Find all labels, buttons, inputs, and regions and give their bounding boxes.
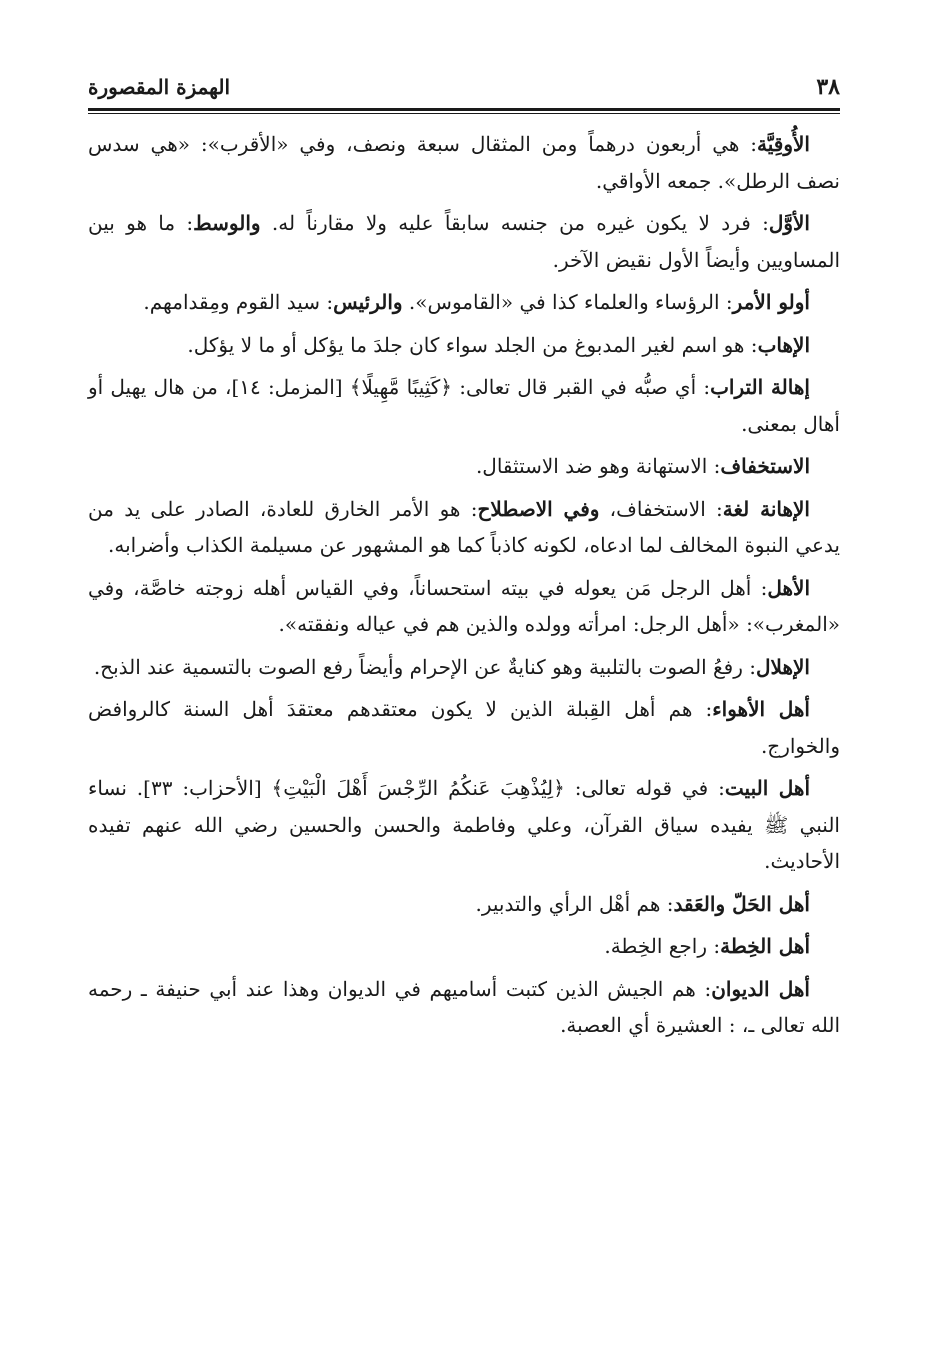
entry-separator: : [751, 575, 768, 600]
entry-separator: : [175, 211, 194, 235]
entry-separator: : [739, 132, 758, 156]
entry-separator: : [695, 976, 712, 1001]
entry-term: الأهل [767, 575, 810, 600]
header-rule-thick [88, 108, 840, 111]
glossary-entry [88, 369, 840, 442]
entry-separator: : [706, 934, 721, 958]
glossary-entry [88, 570, 840, 643]
entry-definition: أهل الرجل مَن يعوله في بيته استحساناً، وفي القياس أهله زوجته خاصَّة، وفي «المغرب»: «أهل الرجل: امرأته وولده والذين هم في عياله ونفقته». [88, 575, 840, 636]
entry-subterm: والرئيس [333, 290, 403, 314]
entry-definition: هم الجيش الذين كتبت أساميهم في الديوان وهذا عند أبي حنيفة ـ رحمه الله تعالى ـ، : العشيرة أي العصبة. [88, 976, 840, 1037]
glossary-entry [88, 126, 840, 199]
entry-separator: : [660, 891, 674, 916]
glossary-entry [88, 649, 840, 686]
entry-term: الاستخفاف [720, 454, 810, 478]
header-rule-thin [88, 113, 840, 114]
glossary-entry [88, 327, 840, 364]
entry-separator: : [719, 290, 733, 314]
entry-definition: فرد لا يكون غيره من جنسه سابقاً عليه ولا مقارناً له. [260, 211, 751, 235]
glossary-entry [88, 205, 840, 278]
glossary-entry [88, 284, 840, 321]
page-number: ٣٨ [816, 74, 840, 100]
entry-definition: الاستهانة وهو ضد الاستثقال. [475, 454, 708, 478]
glossary-entry [88, 928, 840, 965]
page-header [88, 70, 840, 104]
entry-definition: الرؤساء والعلماء كذا في «القاموس». [402, 290, 720, 314]
entry-term: أهل الخِطة [720, 934, 810, 958]
glossary-entry [88, 770, 840, 880]
entry-definition: هم أهْل الرأي والتدبير. [475, 891, 661, 916]
entry-separator: : [692, 697, 713, 721]
entry-term: الإهاب [757, 332, 810, 357]
entry-subdefinition: هو الأمر الخارق للعادة، الصادر على يد من يدعي النبوة المخالف لما ادعاه، لكونه كاذباً كما هو المشهور عن مسيلمة الكذاب وأضرابه. [88, 496, 840, 557]
entry-definition: رفعُ الصوت بالتلبية وهو كنايةٌ عن الإحرام وأيضاً رفع الصوت بالتسمية عند الذبح. [93, 654, 743, 679]
entry-separator: : [460, 496, 478, 521]
entry-subdefinition: سيد القوم ومِقدامهم. [143, 290, 321, 314]
entry-definition: هو اسم لغير المدبوغ من الجلد سواء كان جلدَ ما يؤكل أو ما لا يؤكل. [187, 332, 745, 357]
entry-definition: راجع الخِطة. [604, 934, 707, 958]
entry-term: أهل البيت [724, 776, 810, 800]
entry-subterm: وفي الاصطلاح [477, 496, 600, 521]
entry-term: أهل الديوان [711, 976, 810, 1001]
glossary-entry [88, 448, 840, 485]
entry-definition: الاستخفاف، [599, 496, 706, 521]
entry-term: الأوَّل [768, 211, 810, 235]
entry-term: أهل الحَلّ والعَقد [673, 891, 810, 916]
entry-separator: : [750, 211, 769, 235]
entry-definition: هي أربعون درهماً ومن المثقال سبعة ونصف، وفي «الأقرب»: «هي سدس نصف الرطل». جمعه الأواقي. [88, 132, 840, 193]
entry-term: أهل الأهواء [712, 697, 810, 721]
entry-separator: : [742, 654, 757, 679]
entry-definition: أي صبُّه في القبر قال تعالى: ﴿كَثِيبًا مَّهِيلًا﴾ [المزمل: ١٤]، من هال يهيل أو أهال بمعنى. [88, 375, 840, 436]
running-title: الهمزة المقصورة [88, 75, 231, 99]
entry-separator: : [707, 454, 721, 478]
entry-definition: في قوله تعالى: ﴿لِيُذْهِبَ عَنكُمُ الرِّجْسَ أَهْلَ الْبَيْتِ﴾ [الأحزاب: ٣٣]. نساء النبي ﷺ يفيده سياق القرآن، وعلي وفاطمة والحسن والحسين رضي الله عنهم تفيده الأحاديث. [88, 776, 840, 873]
entry-term: الإهانة لغة [722, 496, 810, 521]
entry-term: الأُوقِيَّة [757, 132, 810, 156]
entry-separator: : [320, 290, 334, 314]
entry-separator: : [708, 776, 725, 800]
entry-subdefinition: ما هو بين المساويين وأيضاً الأول نقيض الآخر. [88, 211, 840, 272]
entry-definition: هم أهل القِبلة الذين لا يكون معتقدهم معتقدَ أهل السنة كالروافض والخوارج. [88, 697, 840, 758]
glossary-entry [88, 691, 840, 764]
glossary-entries [88, 126, 840, 1044]
entry-separator: : [744, 332, 758, 357]
glossary-entry [88, 491, 840, 564]
glossary-entry [88, 971, 840, 1044]
entry-term: الإهلال [756, 654, 810, 679]
book-page [88, 70, 840, 1050]
entry-term: إهالة التراب [710, 375, 810, 399]
entry-subterm: والوسط [193, 211, 261, 235]
entry-term: أولو الأمر [732, 290, 810, 314]
entry-separator: : [705, 496, 723, 521]
glossary-entry [88, 886, 840, 923]
entry-separator: : [696, 375, 711, 399]
